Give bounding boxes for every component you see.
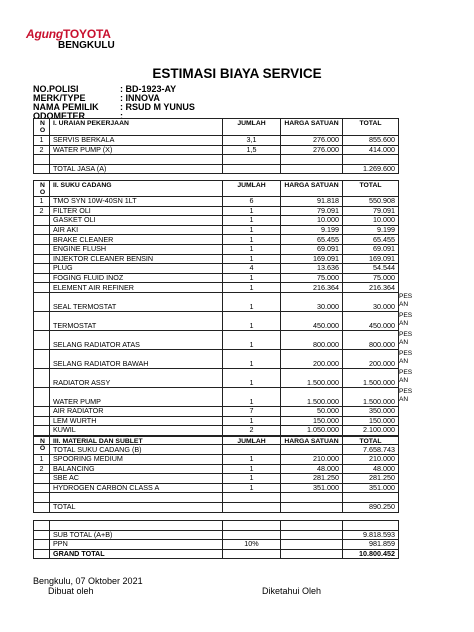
row-number xyxy=(34,416,50,426)
table-row xyxy=(34,483,399,493)
item-unit-price: 281.250 xyxy=(281,474,343,484)
summary-percent xyxy=(223,530,281,540)
item-quantity: 1 xyxy=(223,368,281,387)
item-total: 450.000 xyxy=(343,311,399,330)
item-name: HYDROGEN CARBON CLASS A xyxy=(50,483,223,493)
table-row xyxy=(34,368,399,387)
item-unit-price xyxy=(281,493,343,503)
pesan-note: PESAN xyxy=(399,350,413,365)
row-number xyxy=(34,244,50,254)
empty-cell xyxy=(281,155,343,165)
table-row xyxy=(34,416,399,426)
item-quantity: 1 xyxy=(223,244,281,254)
empty-cell xyxy=(223,521,281,531)
column-header: N O xyxy=(34,181,50,197)
item-name: SERVIS BERKALA xyxy=(50,136,223,146)
item-name: SEAL TERMOSTAT xyxy=(50,292,223,311)
row-number xyxy=(34,426,50,436)
table-row xyxy=(34,406,399,416)
item-quantity: 2 xyxy=(223,426,281,436)
item-name: SELANG RADIATOR ATAS xyxy=(50,330,223,349)
item-unit-price: 216.364 xyxy=(281,283,343,293)
table-row xyxy=(34,235,399,245)
empty-cell xyxy=(34,502,50,512)
item-quantity: 1 xyxy=(223,416,281,426)
summary-percent xyxy=(223,549,281,559)
summary-value: 9.818.593 xyxy=(343,530,399,540)
empty-cell xyxy=(281,540,343,550)
summary-value: 981.859 xyxy=(343,540,399,550)
item-unit-price: 1.050.000 xyxy=(281,426,343,436)
item-total: 69.091 xyxy=(343,244,399,254)
table-suku-cadang xyxy=(33,180,399,455)
summary-row xyxy=(34,549,399,559)
table-row xyxy=(34,521,399,531)
column-header: II. SUKU CADANG xyxy=(50,181,223,197)
item-name: BALANCING xyxy=(50,464,223,474)
column-header: HARGA SATUAN xyxy=(281,181,343,197)
item-total: 79.091 xyxy=(343,206,399,216)
summary-row xyxy=(34,540,399,550)
item-total: 550.908 xyxy=(343,197,399,207)
item-unit-price: 69.091 xyxy=(281,244,343,254)
table-row xyxy=(34,155,399,165)
item-quantity xyxy=(223,493,281,503)
row-number xyxy=(34,225,50,235)
table-row xyxy=(34,292,399,311)
table-row xyxy=(34,254,399,264)
item-quantity: 1 xyxy=(223,206,281,216)
item-quantity: 1 xyxy=(223,235,281,245)
item-name: SBE AC xyxy=(50,474,223,484)
column-header: N O xyxy=(34,119,50,136)
item-name: PLUG xyxy=(50,264,223,274)
item-unit-price: 276.000 xyxy=(281,136,343,146)
table-row xyxy=(34,216,399,226)
table-row xyxy=(34,455,399,465)
item-quantity: 1 xyxy=(223,330,281,349)
table-row xyxy=(34,273,399,283)
item-quantity: 1 xyxy=(223,464,281,474)
footer-known-by: Diketahui Oleh xyxy=(262,586,322,596)
item-total: 65.455 xyxy=(343,235,399,245)
item-name: ENGINE FLUSH xyxy=(50,244,223,254)
item-total: 216.364 xyxy=(343,283,399,293)
footer-made-by: Dibuat oleh xyxy=(48,586,94,596)
table-row xyxy=(34,426,399,436)
item-name: LEM WURTH xyxy=(50,416,223,426)
empty-cell xyxy=(34,549,50,559)
summary-label: GRAND TOTAL xyxy=(50,549,223,559)
item-unit-price: 800.000 xyxy=(281,330,343,349)
empty-cell xyxy=(343,155,399,165)
item-unit-price: 75.000 xyxy=(281,273,343,283)
item-quantity: 1 xyxy=(223,387,281,406)
empty-cell xyxy=(223,155,281,165)
section-total-label: TOTAL xyxy=(50,502,223,512)
summary-label: SUB TOTAL (A+B) xyxy=(50,530,223,540)
item-name: RADIATOR ASSY xyxy=(50,368,223,387)
summary-label: PPN xyxy=(50,540,223,550)
row-number: 2 xyxy=(34,145,50,155)
item-total: 414.000 xyxy=(343,145,399,155)
item-name: ELEMENT AIR REFINER xyxy=(50,283,223,293)
item-total: 200.000 xyxy=(343,349,399,368)
table-summary xyxy=(33,520,399,559)
empty-cell xyxy=(223,164,281,174)
item-unit-price: 13.636 xyxy=(281,264,343,274)
item-name: SELANG RADIATOR BAWAH xyxy=(50,349,223,368)
table-header-row xyxy=(34,119,399,136)
row-number: 1 xyxy=(34,197,50,207)
info-nama-pemilik: NAMA PEMILIK : RSUD M YUNUS xyxy=(33,102,195,112)
table-header-row xyxy=(34,181,399,197)
column-header: TOTAL xyxy=(343,437,399,455)
pesan-note: PESAN xyxy=(399,388,413,403)
empty-cell xyxy=(34,530,50,540)
table-row xyxy=(34,387,399,406)
item-unit-price: 450.000 xyxy=(281,311,343,330)
item-unit-price: 351.000 xyxy=(281,483,343,493)
table-row xyxy=(34,493,399,503)
item-name: FOGING FLUID INOZ xyxy=(50,273,223,283)
item-name: WATER PUMP (X) xyxy=(50,145,223,155)
row-number: 2 xyxy=(34,206,50,216)
row-number xyxy=(34,292,50,311)
pesan-note: PESAN xyxy=(399,293,413,308)
table-row xyxy=(34,311,399,330)
item-total: 10.000 xyxy=(343,216,399,226)
item-total: 281.250 xyxy=(343,474,399,484)
brand-name-agung: Agung xyxy=(26,27,63,41)
item-quantity: 6 xyxy=(223,197,281,207)
info-merk-type: MERK/TYPE : INNOVA xyxy=(33,93,160,103)
row-number: 2 xyxy=(34,464,50,474)
table-jasa xyxy=(33,118,399,174)
table-row xyxy=(34,349,399,368)
item-name xyxy=(50,493,223,503)
info-odometer: ODOMETER : xyxy=(33,111,123,121)
item-unit-price: 210.000 xyxy=(281,455,343,465)
item-quantity: 1 xyxy=(223,311,281,330)
item-total: 9.199 xyxy=(343,225,399,235)
table-row xyxy=(34,330,399,349)
section-total-row xyxy=(34,502,399,512)
item-total: 54.544 xyxy=(343,264,399,274)
column-header: TOTAL xyxy=(343,119,399,136)
row-number xyxy=(34,483,50,493)
empty-cell xyxy=(34,155,50,165)
document-title: ESTIMASI BIAYA SERVICE xyxy=(152,66,322,81)
section-total-row xyxy=(34,164,399,174)
item-unit-price: 276.000 xyxy=(281,145,343,155)
empty-cell xyxy=(281,521,343,531)
item-unit-price: 200.000 xyxy=(281,349,343,368)
item-total: 800.000 xyxy=(343,330,399,349)
row-number xyxy=(34,311,50,330)
table-row xyxy=(34,264,399,274)
item-name: GASKET OLI xyxy=(50,216,223,226)
row-number xyxy=(34,283,50,293)
item-quantity: 1 xyxy=(223,292,281,311)
item-total: 210.000 xyxy=(343,455,399,465)
item-quantity: 1 xyxy=(223,483,281,493)
item-name: FILTER OLI xyxy=(50,206,223,216)
item-name: KUWIL xyxy=(50,426,223,436)
section-total-label: TOTAL JASA (A) xyxy=(50,164,223,174)
item-quantity: 3,1 xyxy=(223,136,281,146)
item-total: 351.000 xyxy=(343,483,399,493)
column-header: HARGA SATUAN xyxy=(281,437,343,455)
item-total: 48.000 xyxy=(343,464,399,474)
empty-cell xyxy=(223,502,281,512)
table-row xyxy=(34,136,399,146)
item-quantity: 1 xyxy=(223,254,281,264)
column-header: JUMLAH xyxy=(223,119,281,136)
empty-cell xyxy=(281,549,343,559)
table-material-sublet xyxy=(33,436,399,513)
item-total: 2.100.000 xyxy=(343,426,399,436)
item-total: 1.500.000 xyxy=(343,368,399,387)
item-unit-price: 1.500.000 xyxy=(281,368,343,387)
column-header: III. MATERIAL DAN SUBLET xyxy=(50,437,223,455)
column-header: N O xyxy=(34,437,50,455)
row-number xyxy=(34,368,50,387)
table-row xyxy=(34,197,399,207)
empty-cell xyxy=(281,502,343,512)
item-name: TERMOSTAT xyxy=(50,311,223,330)
table-row xyxy=(34,244,399,254)
item-total xyxy=(343,493,399,503)
item-quantity: 1 xyxy=(223,455,281,465)
table-row xyxy=(34,474,399,484)
brand-name-toyota: TOYOTA xyxy=(63,27,111,41)
table-header-row xyxy=(34,437,399,455)
item-unit-price: 10.000 xyxy=(281,216,343,226)
item-total: 1.500.000 xyxy=(343,387,399,406)
row-number xyxy=(34,330,50,349)
row-number xyxy=(34,406,50,416)
row-number xyxy=(34,349,50,368)
item-name: AIR AKI xyxy=(50,225,223,235)
item-quantity: 7 xyxy=(223,406,281,416)
column-header: JUMLAH xyxy=(223,181,281,197)
item-unit-price: 50.000 xyxy=(281,406,343,416)
item-total: 855.600 xyxy=(343,136,399,146)
section-total-value: 890.250 xyxy=(343,502,399,512)
summary-value: 10.800.452 xyxy=(343,549,399,559)
row-number xyxy=(34,235,50,245)
table-row xyxy=(34,206,399,216)
summary-row xyxy=(34,530,399,540)
column-header: HARGA SATUAN xyxy=(281,119,343,136)
row-number xyxy=(34,254,50,264)
item-quantity: 1,5 xyxy=(223,145,281,155)
table-row xyxy=(34,464,399,474)
empty-cell xyxy=(343,521,399,531)
item-quantity: 1 xyxy=(223,216,281,226)
item-unit-price: 91.818 xyxy=(281,197,343,207)
row-number xyxy=(34,273,50,283)
empty-cell xyxy=(34,540,50,550)
section-total-value: 1.269.600 xyxy=(343,164,399,174)
empty-cell xyxy=(50,155,223,165)
item-unit-price: 30.000 xyxy=(281,292,343,311)
row-number xyxy=(34,474,50,484)
empty-cell xyxy=(281,530,343,540)
pesan-note: PESAN xyxy=(399,369,413,384)
item-name: TMO SYN 10W-40SN 1LT xyxy=(50,197,223,207)
brand-logo xyxy=(26,27,111,41)
column-header: TOTAL xyxy=(343,181,399,197)
item-unit-price: 169.091 xyxy=(281,254,343,264)
summary-percent: 10% xyxy=(223,540,281,550)
branch-name: BENGKULU xyxy=(58,40,115,51)
item-quantity: 4 xyxy=(223,264,281,274)
section-total-label: TOTAL SUKU CADANG (B) xyxy=(50,445,223,455)
item-unit-price: 1.500.000 xyxy=(281,387,343,406)
item-name: BRAKE CLEANER xyxy=(50,235,223,245)
item-quantity: 1 xyxy=(223,349,281,368)
empty-cell xyxy=(50,521,223,531)
empty-cell xyxy=(34,521,50,531)
item-total: 75.000 xyxy=(343,273,399,283)
item-quantity: 1 xyxy=(223,474,281,484)
row-number: 1 xyxy=(34,455,50,465)
row-number xyxy=(34,387,50,406)
empty-cell xyxy=(34,164,50,174)
item-unit-price: 79.091 xyxy=(281,206,343,216)
item-name: INJEKTOR CLEANER BENSIN xyxy=(50,254,223,264)
pesan-note: PESAN xyxy=(399,312,413,327)
item-unit-price: 65.455 xyxy=(281,235,343,245)
row-number xyxy=(34,493,50,503)
empty-cell xyxy=(281,164,343,174)
info-no-polisi: NO.POLISI : BD-1923-AY xyxy=(33,84,177,94)
row-number xyxy=(34,264,50,274)
row-number xyxy=(34,216,50,226)
row-number: 1 xyxy=(34,136,50,146)
item-quantity: 1 xyxy=(223,273,281,283)
item-name: SPOORING MEDIUM xyxy=(50,455,223,465)
item-name: AIR RADIATOR xyxy=(50,406,223,416)
item-total: 150.000 xyxy=(343,416,399,426)
column-header: JUMLAH xyxy=(223,437,281,455)
pesan-note: PESAN xyxy=(399,331,413,346)
item-quantity: 1 xyxy=(223,225,281,235)
table-row xyxy=(34,145,399,155)
item-name: WATER PUMP xyxy=(50,387,223,406)
item-unit-price: 9.199 xyxy=(281,225,343,235)
item-unit-price: 150.000 xyxy=(281,416,343,426)
item-total: 30.000 xyxy=(343,292,399,311)
item-unit-price: 48.000 xyxy=(281,464,343,474)
footer-date: Bengkulu, 07 Oktober 2021 xyxy=(33,576,143,586)
table-row xyxy=(34,225,399,235)
section-total-value: 7.658.743 xyxy=(343,445,399,455)
item-total: 169.091 xyxy=(343,254,399,264)
table-row xyxy=(34,283,399,293)
item-quantity: 1 xyxy=(223,283,281,293)
item-total: 350.000 xyxy=(343,406,399,416)
column-header: I. URAIAN PEKERJAAN xyxy=(50,119,223,136)
